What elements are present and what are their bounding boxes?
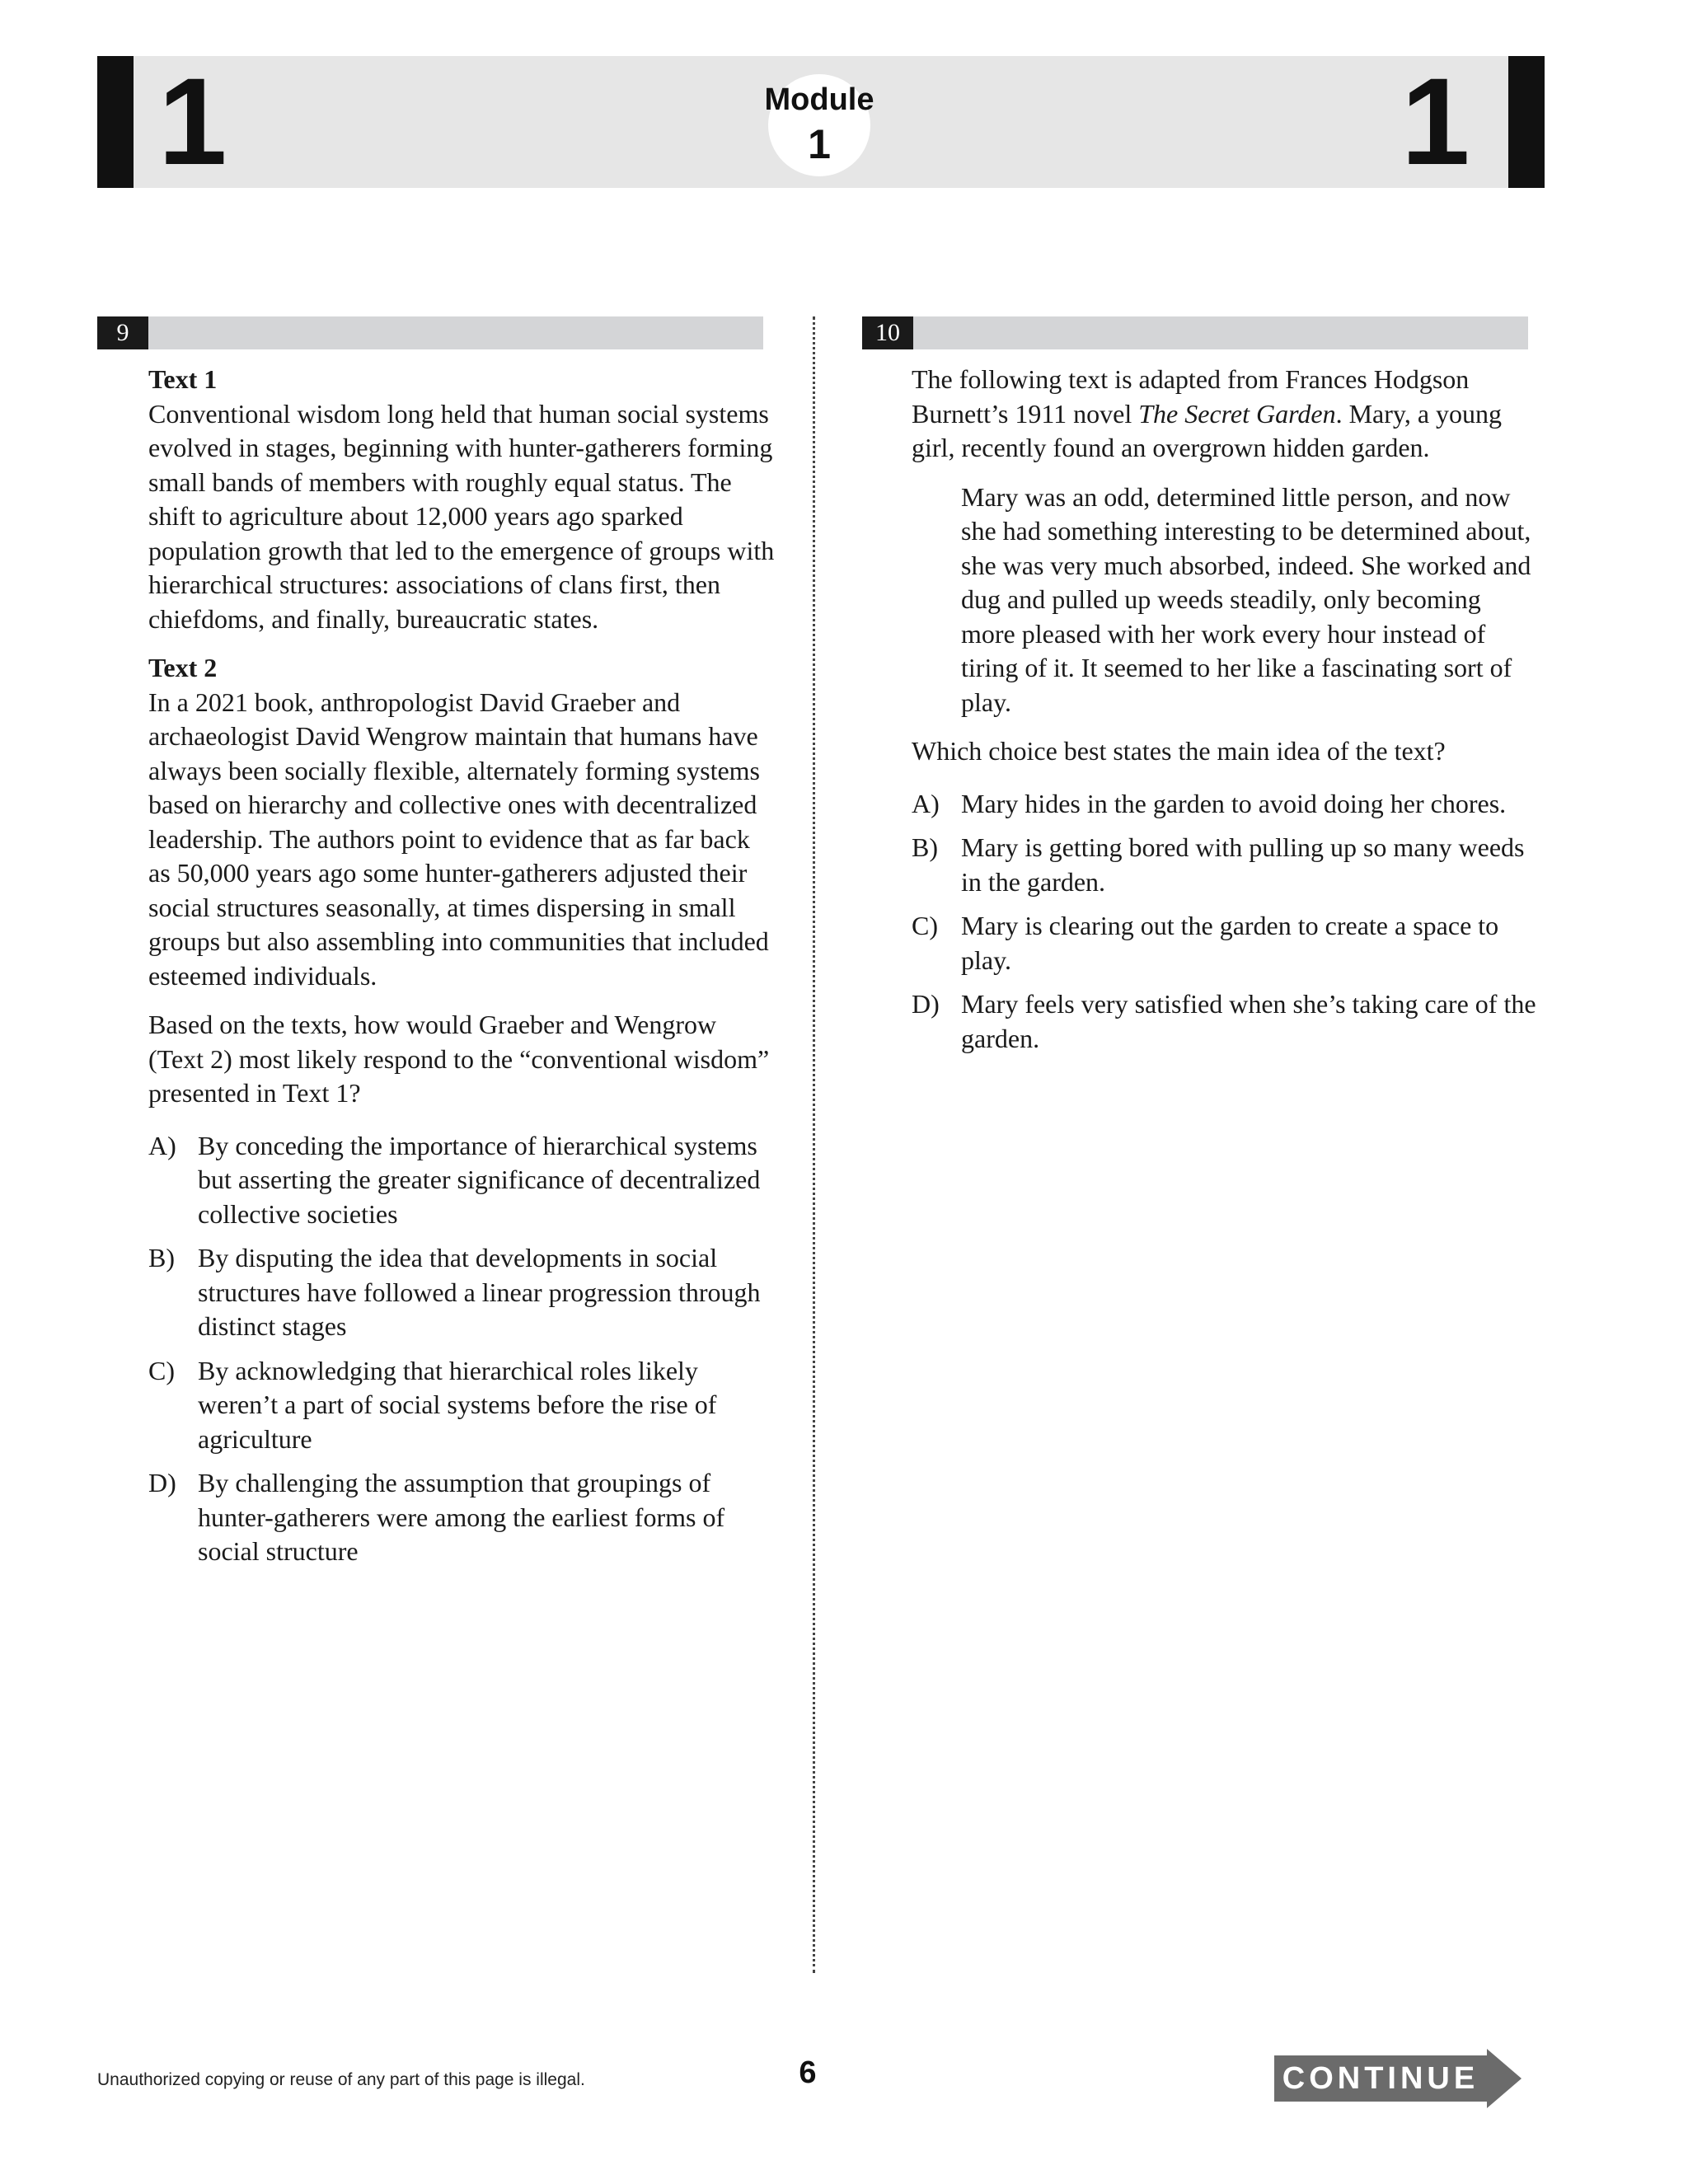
continue-label: CONTINUE <box>1282 2061 1479 2096</box>
answer-choice-b[interactable] <box>148 1241 775 1344</box>
choice-letter: B) <box>912 832 938 862</box>
text1-title: Text 1 <box>148 364 218 394</box>
choice-letter: C) <box>912 911 938 940</box>
choice-text: By acknowledging that hierarchical roles likely weren’t a part of social systems before the rise of agriculture <box>198 1355 717 1454</box>
choice-text: Mary is clearing out the garden to create a space to play. <box>961 911 1499 975</box>
question-10 <box>912 363 1538 1066</box>
choice-letter: B) <box>148 1243 175 1272</box>
page-number: 6 <box>799 2055 817 2090</box>
intro-before: The following text is adapted from Frances Hodgson Burnett’s 1911 novel <box>912 364 1470 429</box>
answer-choice-a[interactable] <box>148 1129 775 1232</box>
question-9-header <box>97 316 763 349</box>
header-left-bar <box>97 56 134 188</box>
answer-choice-d[interactable] <box>148 1466 775 1569</box>
column-divider <box>813 316 815 1973</box>
section-number-right: 1 <box>1401 52 1470 190</box>
question-10-header <box>862 316 1528 349</box>
choice-letter: A) <box>912 788 940 818</box>
choice-letter: A) <box>148 1130 176 1160</box>
question-prompt: Which choice best states the main idea of the text? <box>912 736 1446 766</box>
answer-choice-b[interactable] <box>912 831 1538 899</box>
choice-letter: D) <box>148 1468 176 1497</box>
choice-letter: D) <box>912 989 940 1019</box>
module-number: 1 <box>808 121 831 167</box>
section-number-left: 1 <box>158 52 227 190</box>
module-label: Module <box>764 82 874 117</box>
answer-choices <box>148 1129 775 1569</box>
answer-choice-d[interactable] <box>912 987 1538 1056</box>
choice-text: By disputing the idea that developments in social structures have followed a linear progression through distinct stages <box>198 1243 761 1341</box>
choice-text: Mary hides in the garden to avoid doing her chores. <box>961 788 1507 818</box>
choice-text: Mary is getting bored with pulling up so many weeds in the garden. <box>961 832 1525 897</box>
answer-choice-a[interactable] <box>912 787 1538 822</box>
question-number-10: 10 <box>862 316 913 349</box>
header-right-bar <box>1508 56 1545 188</box>
question-number-9: 9 <box>97 316 148 349</box>
novel-title: The Secret Garden <box>1138 398 1336 429</box>
question-9 <box>148 363 775 1579</box>
text2-title: Text 2 <box>148 653 218 682</box>
answer-choices <box>912 787 1538 1057</box>
text2-body: In a 2021 book, anthropologist David Graeber and archaeologist David Wengrow maintain that humans have always been socially flexible, alternately forming systems based on hierarchy and collective ones with decentralized leadership. The authors point to evidence that as far back as 50,000 years ago some hunter-gatherers adjusted their social structures seasonally, at times dispersing in small groups but also assembling into communities that included esteemed individuals. <box>148 687 769 991</box>
passage-intro <box>912 363 1538 466</box>
choice-text: Mary feels very satisfied when she’s taking care of the garden. <box>961 989 1536 1053</box>
continue-button[interactable] <box>1274 2049 1522 2108</box>
intro-after: . Mary, a young girl, recently found an overgrown hidden garden. <box>912 398 1503 462</box>
answer-choice-c[interactable] <box>148 1354 775 1457</box>
question-prompt: Based on the texts, how would Graeber and Wengrow (Text 2) most likely respond to the “conventional wisdom” presented in Text 1? <box>148 1010 770 1108</box>
choice-text: By conceding the importance of hierarchical systems but asserting the greater significance of decentralized collective societies <box>198 1130 761 1229</box>
passage-excerpt: Mary was an odd, determined little person, and now she had something interesting to be determined about, she was very much absorbed, indeed. She worked and dug and pulled up weeds steadily, only becoming more pleased with her work every hour instead of tiring of it. It seemed to her like a fascinating sort of play. <box>961 481 1531 717</box>
choice-text: By challenging the assumption that groupings of hunter-gatherers were among the earliest forms of social structure <box>198 1468 725 1566</box>
text1-body: Conventional wisdom long held that human social systems evolved in stages, beginning with hunter-gatherers forming small bands of members with roughly equal status. The shift to agriculture about 12,000 years ago sparked population growth that led to the emergence of groups with hierarchical structures: associations of clans first, then chiefdoms, and finally, bureaucratic states. <box>148 398 775 634</box>
copyright-notice: Unauthorized copying or reuse of any part of this page is illegal. <box>97 2070 585 2089</box>
choice-letter: C) <box>148 1355 175 1385</box>
answer-choice-c[interactable] <box>912 909 1538 977</box>
